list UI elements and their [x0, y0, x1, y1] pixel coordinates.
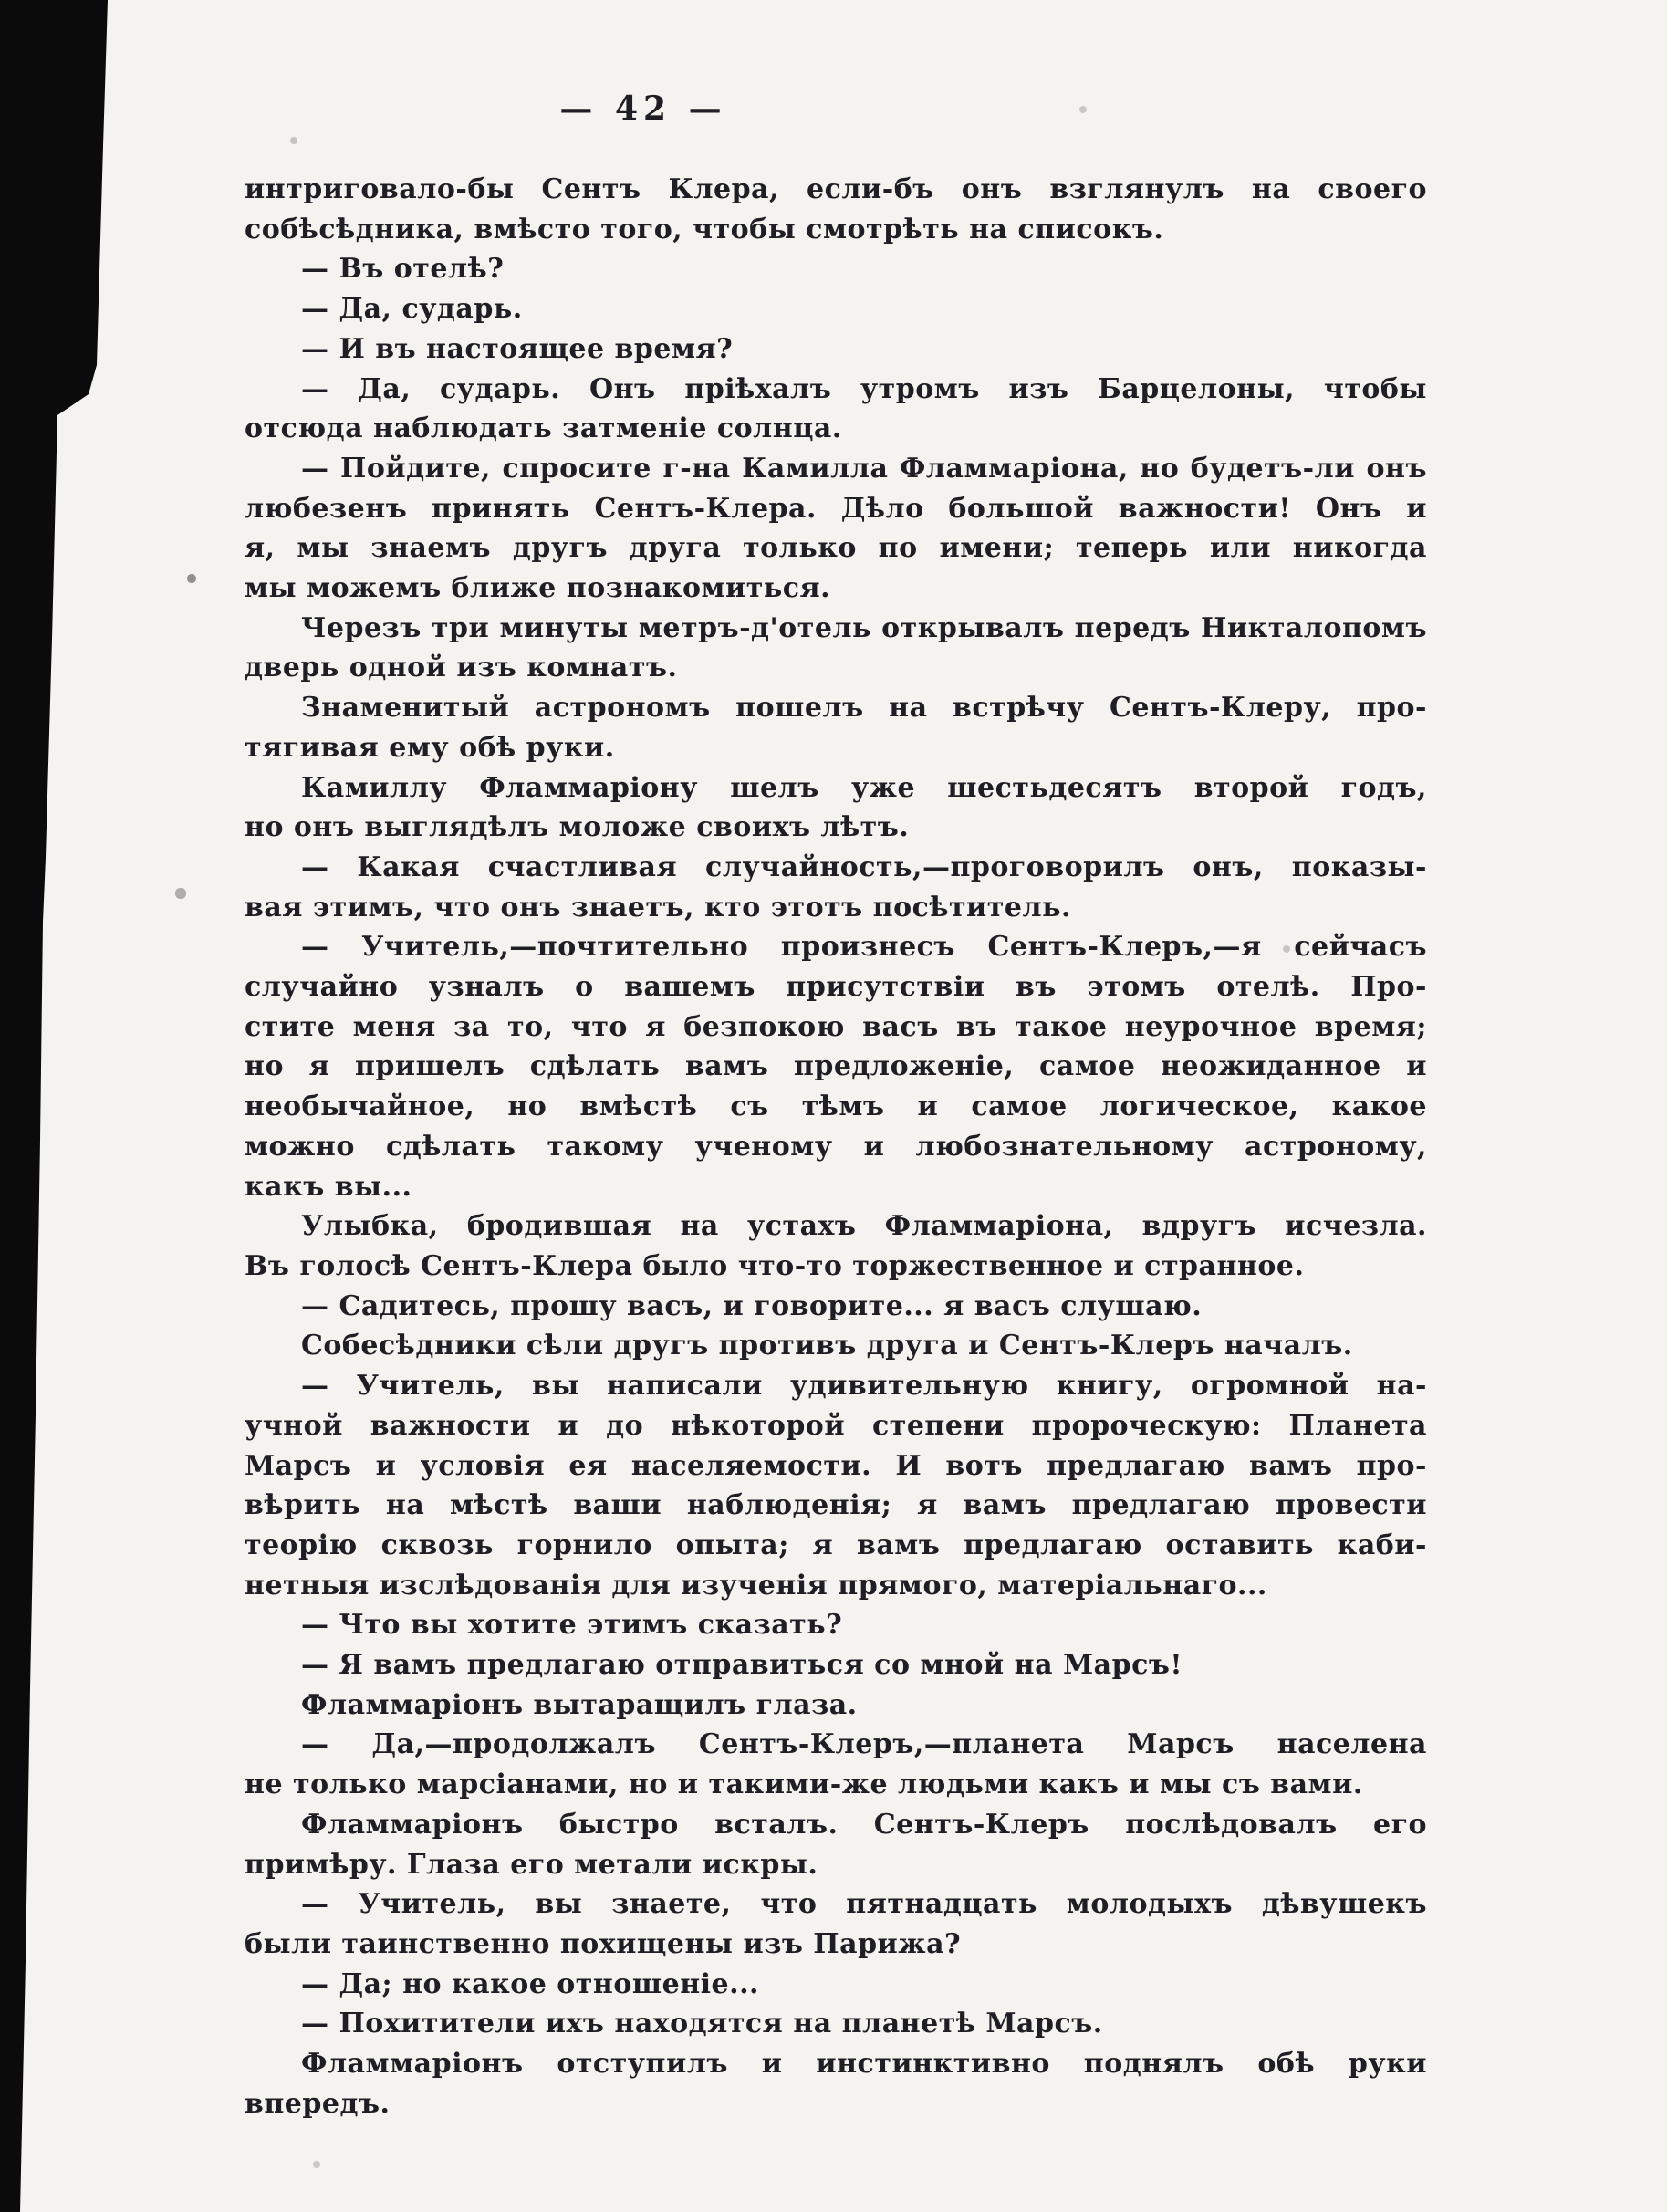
text-line: Фламмаріонъ быстро всталъ. Сентъ-Клеръ послѣдовалъ его: [301, 1808, 1427, 1841]
text-line: — Да, сударь. Онъ пріѣхалъ утромъ изъ Барцелоны, чтобы: [301, 372, 1427, 405]
text-line: — Да,—продолжалъ Сентъ-Клеръ,—планета Марсъ населена: [301, 1728, 1427, 1761]
text-line: — Я вамъ предлагаю отправиться со мной на Марсъ!: [301, 1649, 1183, 1682]
text-line: — Да; но какое отношеніе...: [301, 1967, 759, 2000]
text-line: тягивая ему обѣ руки.: [245, 731, 615, 764]
text-line: — Что вы хотите этимъ сказать?: [301, 1609, 843, 1642]
text-line: Марсъ и условія ея населяемости. И вотъ предлагаю вамъ про-: [245, 1449, 1427, 1482]
text-line: я, мы знаемъ другъ друга только по имени; теперь или никогда: [245, 532, 1427, 565]
text-line: стите меня за то, что я безпокою васъ въ такое неурочное время;: [245, 1010, 1427, 1043]
page-number-header: — 42 —: [559, 89, 727, 128]
text-line: дверь одной изъ комнатъ.: [245, 652, 678, 684]
text-line: — Учитель, вы знаете, что пятнадцать молодыхъ дѣвушекъ: [301, 1888, 1427, 1921]
text-line: Фламмаріонъ вытаращилъ глаза.: [301, 1688, 858, 1721]
text-line: Черезъ три минуты метръ-д'отель открывалъ передъ Никталопомъ: [301, 611, 1427, 644]
text-line: собѣсѣдника, вмѣсто того, чтобы смотрѣть на списокъ.: [245, 213, 1164, 245]
text-line: необычайное, но вмѣстѣ съ тѣмъ и самое логическое, какое: [245, 1090, 1427, 1123]
text-line: любезенъ принять Сентъ-Клера. Дѣло большой важности! Онъ и: [245, 492, 1427, 525]
text-line: впередъ.: [245, 2087, 391, 2120]
text-line: — Учитель,—почтительно произнесъ Сентъ-Клеръ,—я сейчасъ: [301, 931, 1427, 964]
text-line: — Пойдите, спросите г-на Камилла Фламмаріона, но будетъ-ли онъ: [301, 452, 1427, 485]
text-line: — Похитители ихъ находятся на планетѣ Марсъ.: [301, 2008, 1103, 2040]
text-line: — Въ отелѣ?: [301, 253, 505, 286]
text-line: но онъ выглядѣлъ моложе своихъ лѣтъ.: [245, 811, 910, 844]
text-line: Собесѣдники сѣли другъ противъ друга и Сентъ-Клеръ началъ.: [301, 1330, 1353, 1362]
text-line: какъ вы...: [245, 1170, 412, 1203]
text-line: — И въ настоящее время?: [301, 332, 734, 365]
text-line: не только марсіанами, но и такими-же людьми какъ и мы съ вами.: [245, 1769, 1363, 1801]
text-line: Камиллу Фламмаріону шелъ уже шестьдесятъ второй годъ,: [301, 771, 1427, 804]
text-line: Фламмаріонъ отступилъ и инстинктивно поднялъ обѣ руки: [301, 2048, 1427, 2081]
text-line: можно сдѣлать такому ученому и любознательному астроному,: [245, 1130, 1427, 1163]
text-line: — Садитесь, прошу васъ, и говорите... я васъ слушаю.: [301, 1289, 1203, 1322]
scan-edge-artifact: [0, 0, 128, 2212]
text-line: вѣрить на мѣстѣ ваши наблюденія; я вамъ предлагаю провести: [245, 1489, 1427, 1522]
text-line: теорію сквозь горнило опыта; я вамъ предлагаю оставить каби-: [245, 1529, 1427, 1561]
text-line: вая этимъ, что онъ знаетъ, кто этотъ посѣтитель.: [245, 891, 1071, 923]
text-line: нетныя изслѣдованія для изученія прямого, матеріальнаго...: [245, 1569, 1267, 1602]
text-line: Знаменитый астрономъ пошелъ на встрѣчу Сентъ-Клеру, про-: [301, 692, 1427, 725]
scan-speck: [0, 0, 4, 4]
text-line: но я пришелъ сдѣлать вамъ предложеніе, самое неожиданное и: [245, 1050, 1427, 1083]
text-line: отсюда наблюдать затменіе солнца.: [245, 412, 842, 445]
text-line: учной важности и до нѣкоторой степени пророческую: Планета: [245, 1409, 1427, 1442]
text-line: Въ голосѣ Сентъ-Клера было что-то торжественное и странное.: [245, 1249, 1305, 1282]
text-line: — Учитель, вы написали удивительную книгу, огромной на-: [301, 1370, 1427, 1403]
text-line: — Да, сударь.: [301, 293, 523, 326]
text-block: [245, 170, 1427, 2123]
text-line: Улыбка, бродившая на устахъ Фламмаріона, вдругъ исчезла.: [301, 1210, 1427, 1243]
text-line: случайно узналъ о вашемъ присутствіи въ этомъ отелѣ. Про-: [245, 971, 1427, 1004]
text-line: интриговало-бы Сентъ Клера, если-бъ онъ взглянулъ на своего: [245, 173, 1427, 205]
text-line: — Какая счастливая случайность,—проговорилъ онъ, показы-: [301, 850, 1427, 883]
text-line: мы можемъ ближе познакомиться.: [245, 572, 831, 605]
text-line: были таинственно похищены изъ Парижа?: [245, 1927, 962, 1960]
text-line: примѣру. Глаза его метали искры.: [245, 1848, 818, 1881]
